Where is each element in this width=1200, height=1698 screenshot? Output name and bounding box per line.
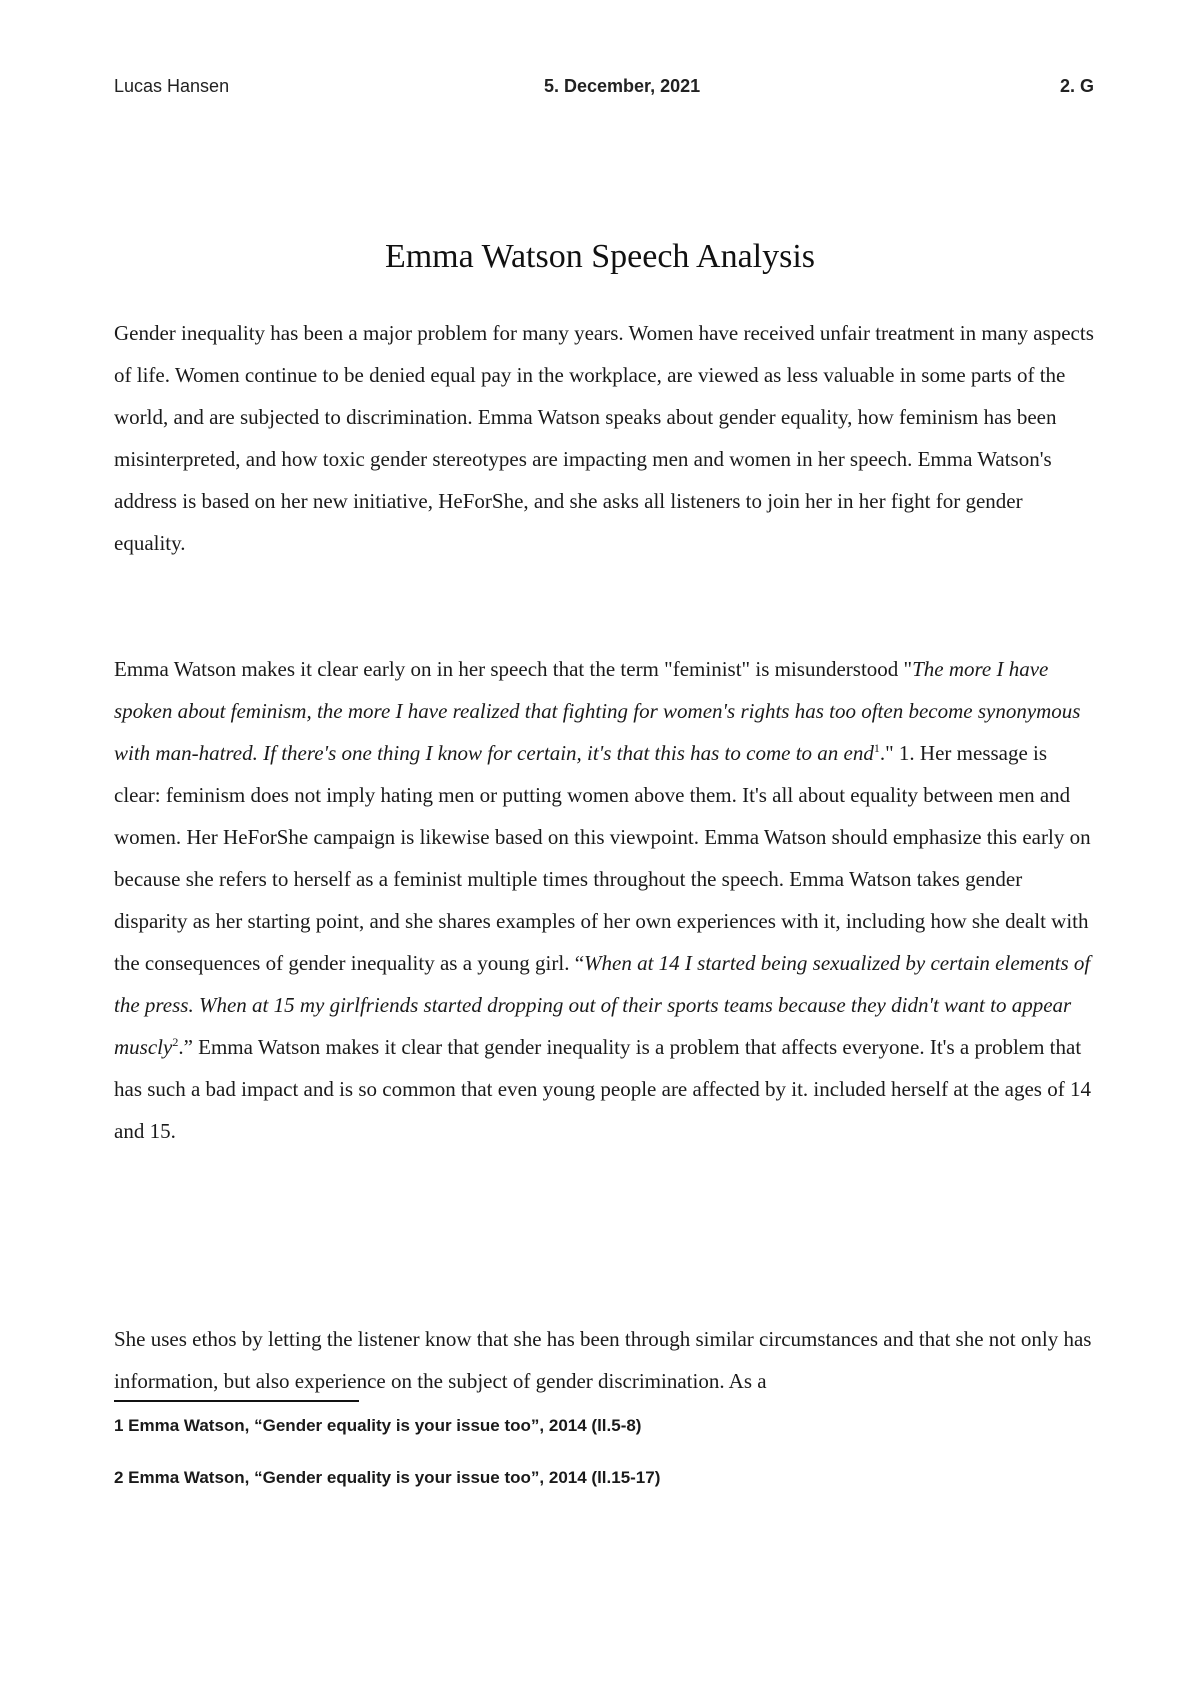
footnote-1: 1 Emma Watson, “Gender equality is your issue too”, 2014 (ll.5-8) — [114, 1416, 642, 1435]
footnote-separator — [114, 1400, 359, 1402]
page-header — [114, 76, 1094, 106]
class-label: 2. G — [1059, 76, 1094, 96]
paragraph-intro: Gender inequality has been a major problem for many years. Women have received unfair treatment in many aspects of life. Women continue to be denied equal pay in the workplace, are viewed as less valuable in some parts of the world, and are subjected to discrimination. Emma Watson speaks about gender equality, how feminism has been misinterpreted, and how toxic gender stereotypes are impacting men and women in her speech. Emma Watson's address is based on her new initiative, HeForShe, and she asks all listeners to join her in her fight for gender equality. — [114, 321, 1094, 555]
quote-text: When at 14 I started being sexualized by certain elements of the press. When at 15 my girlfriends started dropping out of their sports teams because they didn't want to appear muscly — [114, 951, 1091, 1059]
footnote-ref-1[interactable]: 1 — [873, 741, 880, 755]
footnote-ref-2[interactable]: 2 — [172, 1035, 179, 1049]
paragraph-feminism — [114, 648, 1094, 1152]
quote-text: The more I have spoken about feminism, the more I have realized that fighting for women's rights has too often become synonymous with man-hatred. If there's one thing I know for certain, it's that this has to come to an end — [114, 657, 1081, 765]
document-title: Emma Watson Speech Analysis — [384, 238, 816, 275]
paragraph-text: .” Emma Watson makes it clear that gender inequality is a problem that affects everyone. It's a problem that has such a bad impact and is so common that even young people are affected by it. included herself at the ages of 14 and 15. — [114, 1035, 1091, 1143]
author-name: Lucas Hansen — [114, 76, 230, 96]
footnote-2: 2 Emma Watson, “Gender equality is your issue too”, 2014 (ll.15-17) — [114, 1468, 661, 1487]
paragraph-text: ." 1. Her message is clear: feminism does not imply hating men or putting women above them. It's all about equality between men and women. Her HeForShe campaign is likewise based on this viewpoint. Emma Watson should emphasize this early on because she refers to herself as a feminist multiple times throughout the speech. Emma Watson takes gender disparity as her starting point, and she shares examples of her own experiences with it, including how she dealt with the consequences of gender inequality as a young girl. “ — [114, 741, 1091, 975]
paragraph-ethos: She uses ethos by letting the listener know that she has been through similar circumstances and that she not only has information, but also experience on the subject of gender discrimination. As a — [114, 1327, 1092, 1393]
document-date: 5. December, 2021 — [544, 76, 701, 96]
paragraph-text: Emma Watson makes it clear early on in her speech that the term "feminist" is misunderstood " — [114, 657, 913, 681]
